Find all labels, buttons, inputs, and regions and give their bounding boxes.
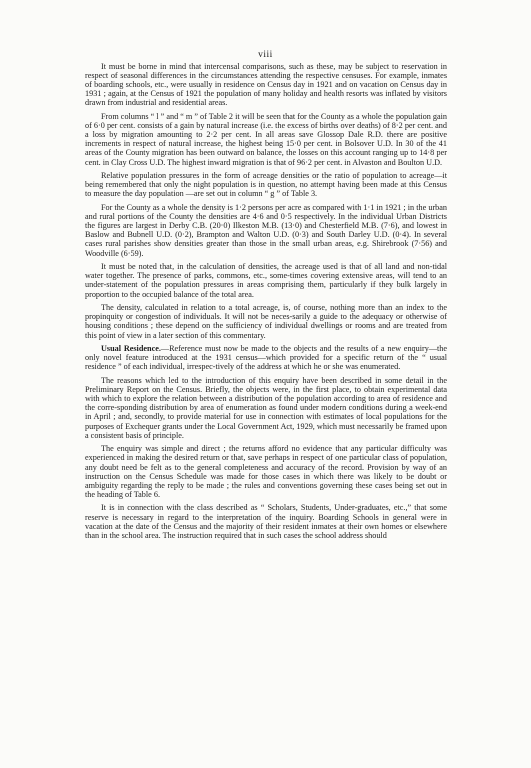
paragraph-density-index: The density, calculated in relation to a total acreage, is, of course, nothing more than an index to the propinquity or congestion of individuals. It will not be neces-sarily a guide to the adequacy or otherwise of housing conditions ; these depend on the sufficiency of individual dwellings or rooms and are treated from this point of view in a later section of this commentary.	[85, 303, 447, 340]
paragraph-scholars-students: It is in connection with the class described as “ Scholars, Students, Under-graduates, etc.,” that some reserve is necessary in regard to the interpretation of the inquiry. Boarding Schools in general were in vacation at the date of the Census and the majority of their resident inmates at their own homes or elsewhere than in the school area. The instruction required that in such cases the school address should	[85, 503, 447, 540]
paragraph-seasonal-reservations: It must be borne in mind that intercensal comparisons, such as these, may be subject to reservation in respect of seasonal differences in the circumstances attending the respective censuses. For example, inmates of boarding schools, etc., were usually in residence on Census day in 1921 and on vacation on Census day in 1931 ; again, at the Census of 1921 the population of many holiday and health resorts was inflated by visitors drawn from industrial and residential areas.	[85, 62, 447, 108]
paragraph-enquiry-reasons: The reasons which led to the introduction of this enquiry have been described in some detail in the Preliminary Report on the Census. Briefly, the objects were, in the first place, to obtain experimental data with which to explore the relation between a distribution of the population according to area of residence and the corre-sponding distribution by area of enumeration as found under modern conditions during a week-end in April ; and, secondly, to provide material for use in connection with estimates of local populations for the purposes of Exchequer grants under the Local Government Act, 1929, which must necessarily be framed upon a consistent basis of principle.	[85, 376, 447, 440]
section-heading-usual-residence: Usual Residence.	[101, 344, 161, 354]
usual-residence-text: —Reference must now be made to the objects and the results of a new enquiry—the only novel feature introduced at the 1931 census—which provided for a specific return of the “ usual residence ” of each individual, irrespec-tively of the address at which he or she was enumerated.	[85, 344, 447, 372]
paragraph-population-pressures: Relative population pressures in the form of acreage densities or the ratio of population to acreage—it being remembered that only the night population is in question, no attempt having been made at this Census to measure the day population —are set out in column “ g ” of Table 3.	[85, 171, 447, 199]
paragraph-enquiry-simple: The enquiry was simple and direct ; the returns afford no evidence that any particular difficulty was experienced in making the desired return or that, save perhaps in respect of one particular class of population, any doubt need be felt as to the general completeness and accuracy of the record. Provision by way of an instruction on the Census Schedule was made for those cases in which there was likely to be doubt or ambiguity regarding the reply to be made ; the rules and conventions governing these cases being set out in the heading of Table 6.	[85, 444, 447, 499]
paragraph-density-calculation: It must be noted that, in the calculation of densities, the acreage used is that of all land and non-tidal water together. The presence of parks, commons, etc., some-times covering extensive areas, will tend to an under-statement of the population pressures in areas comprising them, particularly if they bulk largely in proportion to the occupied balance of the total area.	[85, 262, 447, 299]
paragraph-usual-residence	[85, 344, 447, 371]
page-number: viii	[258, 50, 273, 60]
paragraph-county-density: For the County as a whole the density is 1·2 persons per acre as compared with 1·1 in 1921 ; in the urban and rural portions of the County the densities are 4·6 and 0·5 respectively. In the individual Urban Districts the figures are largest in Derby C.B. (20·0) Ilkeston M.B. (13·0) and Chesterfield M.B. (7·6), and lowest in Baslow and Bubnell U.D. (0·2), Brampton and Walton U.D. (0·3) and South Darley U.D. (0·4). In several cases rural parishes show densities greater than those in the small urban areas, e.g. Shirebrook (7·56) and Woodville (6·59).	[85, 203, 447, 258]
body-text	[85, 62, 447, 544]
paragraph-population-gain: From columns “ l ” and “ m ” of Table 2 it will be seen that for the County as a whole the population gain of 6·0 per cent. consists of a gain by natural increase (i.e. the excess of births over deaths) of 8·2 per cent. and a loss by migration amounting to 2·2 per cent. In all areas save Glossop Dale R.D. there are positive increments in respect of natural increase, the highest being 15·0 per cent. in Bolsover U.D. In 30 of the 41 areas of the County migration has been outward on balance, the losses on this account ranging up to 14·8 per cent. in Clay Cross U.D. The highest inward migration is that of 96·2 per cent. in Alvaston and Boulton U.D.	[85, 112, 447, 167]
